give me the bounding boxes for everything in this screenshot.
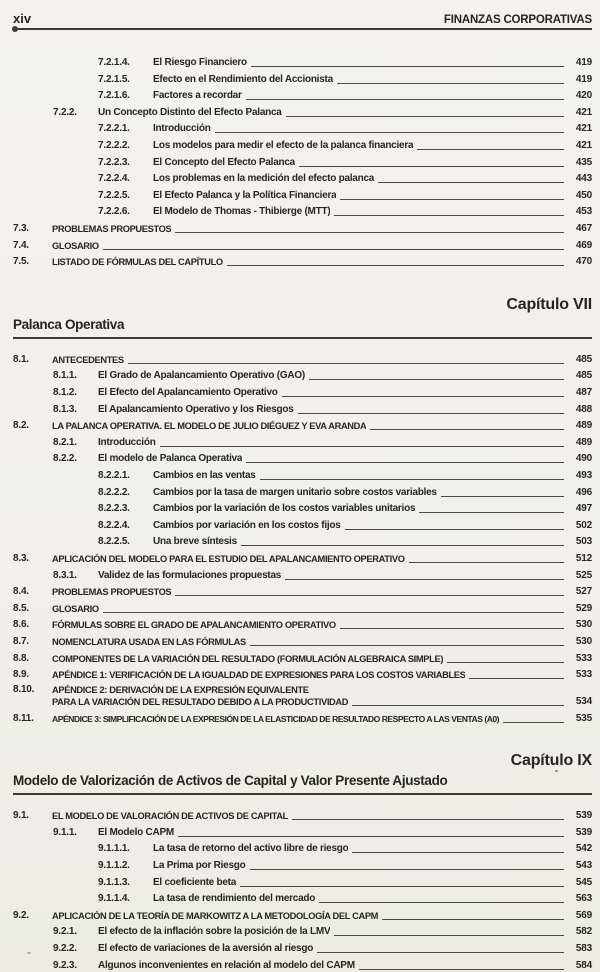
- leader-line: [352, 705, 564, 706]
- entry-title: PROBLEMAS PROPUESTOS: [52, 587, 172, 598]
- entry-title: El Efecto del Apalancamiento Operativo: [98, 387, 278, 398]
- entry-title: El modelo de Palanca Operativa: [98, 453, 243, 465]
- entry-number: 8.2.2.1.: [98, 469, 130, 481]
- entry-number: 8.7.: [13, 635, 29, 647]
- toc-entry: [13, 400, 592, 417]
- entry-title: NOMENCLATURA USADA EN LAS FÓRMULAS: [52, 636, 246, 647]
- entry-number: 8.1.1.: [53, 370, 77, 382]
- entry-title: El Riesgo Financiero: [153, 57, 247, 69]
- leader-line: [334, 215, 564, 216]
- toc-entry: [13, 665, 592, 682]
- leader-line: [286, 116, 564, 117]
- entry-page-number: 512: [575, 552, 592, 564]
- leader-line: [260, 479, 564, 480]
- entry-number: 7.2.2.3.: [98, 156, 130, 168]
- entry-page-number: 539: [575, 810, 592, 822]
- toc-entry: [13, 416, 592, 433]
- entry-page-number: 584: [575, 959, 592, 971]
- leader-line: [240, 886, 564, 887]
- leader-line: [175, 232, 564, 233]
- entry-number: 8.2.2.5.: [98, 536, 130, 548]
- entry-number: 9.1.1.: [53, 826, 77, 838]
- leader-line: [417, 149, 564, 150]
- toc-entry: [13, 709, 592, 726]
- entry-number: 9.1.1.1.: [98, 843, 130, 855]
- entry-number: 8.5.: [13, 602, 29, 614]
- leader-line: [503, 722, 564, 723]
- entry-page-number: 525: [575, 569, 592, 581]
- leader-line: [178, 836, 564, 837]
- chapter-heading: [13, 751, 592, 795]
- entry-title: Cambios en las ventas: [153, 469, 256, 481]
- toc-entry: [13, 53, 592, 70]
- leader-line: [103, 612, 564, 613]
- toc-section: [13, 350, 592, 725]
- entry-title: El Modelo de Thomas - Thibierge (MTT): [153, 206, 331, 218]
- entry-number: 9.2.1.: [53, 926, 77, 938]
- page-header: [13, 11, 592, 26]
- leader-line: [345, 529, 564, 530]
- entry-title: LISTADO DE FÓRMULAS DEL CAPÍTULO: [52, 257, 223, 268]
- leader-line: [340, 199, 564, 200]
- entry-number: 9.1.1.3.: [98, 876, 130, 888]
- leader-line: [292, 819, 564, 820]
- toc-entry: [13, 366, 592, 383]
- entry-title: El Efecto Palanca y la Política Financiera: [153, 189, 337, 201]
- toc-entry: [13, 823, 592, 840]
- entry-title: EL MODELO DE VALORACIÓN DE ACTIVOS DE CAPITAL: [52, 811, 288, 822]
- toc-entry: [13, 153, 592, 170]
- leader-line: [298, 413, 564, 414]
- entry-title: PROBLEMAS PROPUESTOS: [52, 224, 172, 235]
- entry-number: 8.1.2.: [53, 387, 77, 398]
- leader-line: [382, 919, 564, 920]
- toc-entry: [13, 350, 592, 367]
- entry-title: El efecto de la inflación sobre la posición de la LMV: [98, 926, 331, 938]
- entry-page-number: 487: [575, 387, 592, 398]
- header-rule-dot: [12, 26, 18, 32]
- toc-entry: [13, 119, 592, 136]
- leader-line: [441, 496, 564, 497]
- toc-entry: [13, 806, 592, 823]
- entry-number: 8.2.2.2.: [98, 486, 130, 498]
- entry-page-number: 529: [575, 602, 592, 614]
- entry-number: 8.4.: [13, 586, 29, 598]
- leader-line: [250, 645, 564, 646]
- entry-title: LA PALANCA OPERATIVA. EL MODELO DE JULIO DIÉGUEZ Y EVA ARANDA: [52, 421, 367, 432]
- entry-number: 8.3.1.: [53, 569, 77, 581]
- entry-number: 7.2.2.4.: [98, 173, 130, 185]
- leader-line: [447, 662, 564, 663]
- entry-page-number: 421: [575, 106, 592, 118]
- entry-page-number: 583: [575, 943, 592, 955]
- toc-entry: [13, 499, 592, 516]
- leader-line: [160, 446, 564, 447]
- toc-entry: [13, 516, 592, 533]
- entry-page-number: 535: [575, 712, 592, 724]
- entry-title: Introducción: [98, 436, 156, 448]
- entry-page-number: 569: [575, 909, 592, 921]
- entry-page-number: 503: [575, 536, 592, 548]
- entry-page-number: 421: [575, 123, 592, 135]
- leader-line: [128, 363, 564, 364]
- toc-entry: [13, 889, 592, 906]
- entry-page-number: 485: [575, 370, 592, 382]
- leader-line: [317, 952, 564, 953]
- entry-page-number: 490: [575, 453, 592, 465]
- entry-title: COMPONENTES DE LA VARIACIÓN DEL RESULTADO (FORMULACIÓN ALGEBRAICA SIMPLE): [52, 653, 444, 664]
- entry-page-number: 582: [575, 926, 592, 938]
- entry-title: APÉNDICE 2: DERIVACIÓN DE LA EXPRESIÓN EQUIVALENTE: [52, 684, 309, 695]
- leader-line: [319, 902, 564, 903]
- leader-line: [469, 678, 564, 679]
- entry-title: APÉNDICE 1: VERIFICACIÓN DE LA IGUALDAD DE EXPRESIONES PARA LOS COSTOS VARIABLES: [52, 670, 466, 681]
- toc-entry: [13, 696, 592, 709]
- entry-number: 8.2.1.: [53, 436, 77, 448]
- chapter-number: Capítulo IX: [510, 752, 592, 770]
- chapter-heading: [13, 295, 592, 339]
- entry-title: El Concepto del Efecto Palanca: [153, 156, 295, 168]
- entry-page-number: 502: [575, 519, 592, 531]
- entry-number: 8.2.2.4.: [98, 519, 130, 531]
- scan-speckle: [27, 952, 31, 954]
- entry-page-number: 435: [575, 156, 592, 168]
- entry-title: Cambios por variación en los costos fijos: [153, 519, 341, 531]
- leader-line: [352, 852, 564, 853]
- entry-number: 8.8.: [13, 652, 29, 664]
- toc-section: [13, 806, 592, 972]
- leader-line: [246, 99, 564, 100]
- entry-page-number: 545: [575, 876, 592, 888]
- chapter-title: Palanca Operativa: [13, 316, 592, 339]
- toc-entry: [13, 906, 592, 923]
- toc-entry: [13, 252, 592, 269]
- scan-speckle: [555, 770, 558, 772]
- entry-page-number: 488: [575, 403, 592, 415]
- entry-page-number: 533: [575, 669, 592, 681]
- entry-title: Un Concepto Distinto del Efecto Palanca: [98, 106, 282, 118]
- toc-entry: [13, 922, 592, 939]
- toc-entry: [13, 466, 592, 483]
- entry-number: 9.2.3.: [53, 959, 77, 971]
- entry-page-number: 419: [575, 57, 592, 69]
- entry-title: La tasa de rendimiento del mercado: [153, 893, 316, 905]
- entry-number: 7.2.1.6.: [98, 90, 130, 102]
- entry-title: Los modelos para medir el efecto de la palanca financiera: [153, 140, 414, 152]
- toc-entry: [13, 615, 592, 632]
- toc-entry: [13, 169, 592, 186]
- entry-number: 8.11.: [13, 712, 34, 724]
- running-title: FINANZAS CORPORATIVAS: [443, 14, 592, 26]
- toc-entry: [13, 70, 592, 87]
- entry-title: Cambios por la variación de los costos variables unitarios: [153, 503, 416, 515]
- leader-line: [282, 396, 564, 397]
- entry-title: APÉNDICE 3: SIMPLIFICACIÓN DE LA EXPRESIÓN DE LA ELASTICIDAD DE RESULTADO RESPECTO A LAS VENTAS (A0): [52, 713, 500, 724]
- header-rule: [13, 28, 592, 30]
- entry-title: Los problemas en la medición del efecto palanca: [153, 173, 375, 185]
- leader-line: [370, 429, 564, 430]
- entry-number: 7.3.: [13, 223, 29, 235]
- entry-page-number: 489: [575, 436, 592, 448]
- entry-title: El Apalancamiento Operativo y los Riesgos: [98, 403, 294, 415]
- folio-page-number: xiv: [13, 11, 32, 26]
- leader-line: [378, 182, 564, 183]
- toc-entry: [13, 449, 592, 466]
- toc-entry: [13, 599, 592, 616]
- entry-title: GLOSARIO: [52, 603, 99, 614]
- entry-title: El Modelo CAPM: [98, 826, 174, 838]
- chapter-number: Capítulo VII: [506, 295, 592, 313]
- entry-title: Una breve síntesis: [153, 536, 237, 548]
- entry-number: 8.3.: [13, 552, 29, 564]
- toc-entry: [13, 682, 592, 697]
- entry-title: Introducción: [153, 123, 211, 135]
- leader-line: [285, 579, 564, 580]
- toc-entry: [13, 565, 592, 582]
- toc-entry: [13, 383, 592, 400]
- entry-title: ANTECEDENTES: [52, 354, 124, 365]
- toc-entry: [13, 219, 592, 236]
- entry-page-number: 496: [575, 486, 592, 498]
- entry-page-number: 542: [575, 843, 592, 855]
- entry-number: 9.2.: [13, 909, 29, 921]
- entry-page-number: 450: [575, 189, 592, 201]
- toc-entry: [13, 86, 592, 103]
- toc-entry: [13, 648, 592, 665]
- entry-number: 8.1.: [13, 353, 29, 365]
- toc-entry: [13, 549, 592, 566]
- leader-line: [250, 869, 565, 870]
- toc-entry: [13, 202, 592, 219]
- entry-title: GLOSARIO: [52, 240, 99, 251]
- entry-title: El Grado de Apalancamiento Operativo (GAO): [98, 370, 305, 382]
- entry-number: 8.9.: [13, 669, 29, 681]
- entry-page-number: 539: [575, 826, 592, 838]
- toc-entry: [13, 956, 592, 972]
- entry-page-number: 421: [575, 140, 592, 152]
- entry-number: 7.2.2.5.: [98, 189, 130, 201]
- entry-number: 7.2.1.5.: [98, 73, 130, 85]
- entry-number: 7.2.2.1.: [98, 123, 130, 135]
- entry-title: FÓRMULAS SOBRE EL GRADO DE APALANCAMIENTO OPERATIVO: [52, 620, 336, 631]
- entry-page-number: 493: [575, 469, 592, 481]
- entry-number: 7.2.1.4.: [98, 57, 130, 69]
- leader-line: [299, 166, 564, 167]
- entry-title: APLICACIÓN DE LA TEORÍA DE MARKOWITZ A LA METODOLOGÍA DEL CAPM: [52, 910, 379, 921]
- entry-page-number: 530: [575, 619, 592, 631]
- toc-entry: [13, 136, 592, 153]
- toc-entry: [13, 873, 592, 890]
- toc-entry: [13, 433, 592, 450]
- entry-page-number: 489: [575, 420, 592, 432]
- toc-section: [13, 53, 592, 269]
- entry-number: 8.10.: [13, 683, 35, 695]
- entry-page-number: 530: [575, 635, 592, 647]
- leader-line: [251, 66, 564, 67]
- leader-line: [175, 595, 564, 596]
- leader-line: [309, 379, 564, 380]
- leader-line: [103, 249, 564, 250]
- leader-line: [241, 545, 564, 546]
- entry-page-number: 563: [575, 893, 592, 905]
- toc-entry: [13, 939, 592, 956]
- entry-number: 9.1.: [13, 810, 29, 822]
- toc-entry: [13, 532, 592, 549]
- entry-number: 7.2.2.2.: [98, 140, 130, 152]
- entry-number: 7.2.2.6.: [98, 206, 130, 218]
- entry-page-number: 543: [575, 860, 592, 872]
- entry-number: 8.2.2.: [53, 453, 77, 465]
- table-of-contents: [13, 53, 592, 972]
- entry-title: PARA LA VARIACIÓN DEL RESULTADO DEBIDO A LA PRODUCTIVIDAD: [52, 697, 349, 708]
- entry-title: Validez de las formulaciones propuestas: [98, 569, 282, 581]
- leader-line: [337, 83, 564, 84]
- entry-number: 9.2.2.: [53, 943, 77, 955]
- entry-page-number: 497: [575, 503, 592, 515]
- toc-entry: [13, 482, 592, 499]
- entry-page-number: 420: [575, 90, 592, 102]
- entry-title: El coeficiente beta: [153, 876, 237, 888]
- entry-page-number: 419: [575, 73, 592, 85]
- entry-number: 9.1.1.2.: [98, 860, 130, 872]
- entry-number: 8.2.2.3.: [98, 503, 130, 515]
- entry-number: 8.1.3.: [53, 403, 77, 415]
- toc-entry: [13, 632, 592, 649]
- toc-entry: [13, 186, 592, 203]
- entry-title: APLICACIÓN DEL MODELO PARA EL ESTUDIO DEL APALANCAMIENTO OPERATIVO: [52, 553, 405, 564]
- entry-title: Algunos inconvenientes en relación al modelo del CAPM: [98, 959, 355, 971]
- entry-page-number: 470: [575, 256, 592, 268]
- entry-page-number: 527: [575, 586, 592, 598]
- entry-page-number: 443: [575, 173, 592, 185]
- entry-title: Cambios por la tasa de margen unitario sobre costos variables: [153, 486, 437, 498]
- entry-page-number: 469: [575, 239, 592, 251]
- toc-entry: [13, 856, 592, 873]
- leader-line: [215, 132, 564, 133]
- leader-line: [334, 935, 564, 936]
- entry-page-number: 534: [575, 696, 592, 708]
- leader-line: [246, 462, 564, 463]
- entry-page-number: 533: [575, 652, 592, 664]
- entry-page-number: 453: [575, 206, 592, 218]
- entry-number: 7.4.: [13, 239, 29, 251]
- entry-number: 8.2.: [13, 420, 29, 432]
- entry-page-number: 467: [575, 223, 592, 235]
- toc-entry: [13, 103, 592, 120]
- toc-entry: [13, 236, 592, 253]
- leader-line: [340, 628, 564, 629]
- entry-number: 7.5.: [13, 256, 29, 268]
- leader-line: [359, 969, 564, 970]
- entry-title: Factores a recordar: [153, 90, 242, 102]
- entry-title: La tasa de retorno del activo libre de riesgo: [153, 843, 349, 855]
- entry-page-number: 485: [575, 353, 592, 365]
- toc-entry: [13, 839, 592, 856]
- entry-number: 7.2.2.: [53, 106, 77, 118]
- toc-entry: [13, 582, 592, 599]
- entry-title: La Prima por Riesgo: [153, 860, 246, 872]
- chapter-title: Modelo de Valorización de Activos de Capital y Valor Presente Ajustado: [13, 772, 592, 795]
- leader-line: [227, 265, 564, 266]
- entry-number: 9.1.1.4.: [98, 893, 130, 905]
- entry-title: Efecto en el Rendimiento del Accionista: [153, 73, 333, 85]
- leader-line: [409, 562, 564, 563]
- leader-line: [419, 512, 564, 513]
- entry-title: El efecto de variaciones de la aversión al riesgo: [98, 943, 314, 955]
- entry-number: 8.6.: [13, 619, 29, 631]
